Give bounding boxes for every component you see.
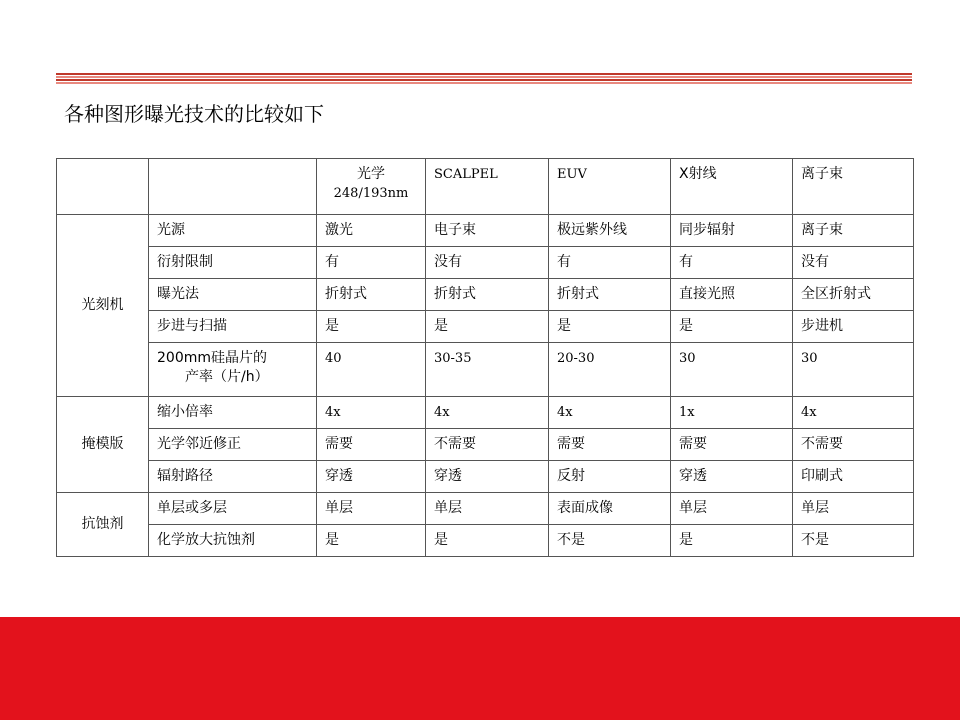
row-label: 辐射路径 [149,461,317,493]
cell-scalpel: 没有 [426,247,549,279]
row-label: 曝光法 [149,279,317,311]
cell-optical: 有 [317,247,426,279]
cell-optical: 穿透 [317,461,426,493]
table-row [57,429,914,461]
table-row [57,343,914,397]
cell-xray: 是 [671,525,793,557]
row-label: 化学放大抗蚀剂 [149,525,317,557]
cell-ion: 30 [793,343,914,397]
table-row [57,247,914,279]
cell-xray: 穿透 [671,461,793,493]
cell-ion: 印刷式 [793,461,914,493]
cell-optical: 单层 [317,493,426,525]
table-row [57,215,914,247]
cell-xray: 单层 [671,493,793,525]
cell-optical: 激光 [317,215,426,247]
cell-scalpel: 4x [426,397,549,429]
cell-optical: 是 [317,525,426,557]
row-label: 光源 [149,215,317,247]
cell-euv: 有 [549,247,671,279]
row-label: 缩小倍率 [149,397,317,429]
row-label-line2: 产率（片/h） [185,369,269,385]
header-euv: EUV [549,159,671,215]
cell-scalpel: 不需要 [426,429,549,461]
table-row [57,461,914,493]
slide-title: 各种图形曝光技术的比较如下 [64,102,324,126]
cell-euv: 折射式 [549,279,671,311]
cell-scalpel: 单层 [426,493,549,525]
row-label: 光学邻近修正 [149,429,317,461]
cell-scalpel: 电子束 [426,215,549,247]
cell-ion: 全区折射式 [793,279,914,311]
group-label-resist: 抗蚀剂 [57,493,149,557]
header-stripes [56,73,912,85]
cell-euv: 是 [549,311,671,343]
cell-ion: 单层 [793,493,914,525]
cell-euv: 需要 [549,429,671,461]
row-label: 衍射限制 [149,247,317,279]
row-label [149,343,317,397]
header-scalpel: SCALPEL [426,159,549,215]
header-optical-line2: 248/193nm [333,186,409,201]
cell-optical: 折射式 [317,279,426,311]
table-row [57,397,914,429]
cell-scalpel: 是 [426,525,549,557]
cell-optical: 40 [317,343,426,397]
cell-scalpel: 是 [426,311,549,343]
cell-ion: 不需要 [793,429,914,461]
table-row [57,525,914,557]
row-label: 步进与扫描 [149,311,317,343]
table-row [57,311,914,343]
cell-ion: 没有 [793,247,914,279]
cell-euv: 表面成像 [549,493,671,525]
header-item-cell [149,159,317,215]
cell-xray: 直接光照 [671,279,793,311]
cell-ion: 步进机 [793,311,914,343]
cell-optical: 需要 [317,429,426,461]
cell-scalpel: 穿透 [426,461,549,493]
row-label-line1: 200mm硅晶片的 [157,350,267,366]
cell-xray: 1x [671,397,793,429]
comparison-table [56,158,914,557]
cell-euv: 极远紫外线 [549,215,671,247]
cell-optical: 4x [317,397,426,429]
table-row [57,279,914,311]
cell-scalpel: 折射式 [426,279,549,311]
header-optical-line1: 光学 [357,166,385,182]
row-label: 单层或多层 [149,493,317,525]
table-row [57,493,914,525]
group-label-mask: 掩模版 [57,397,149,493]
header-corner-cell [57,159,149,215]
cell-euv: 不是 [549,525,671,557]
cell-ion: 离子束 [793,215,914,247]
cell-xray: 30 [671,343,793,397]
cell-xray: 是 [671,311,793,343]
cell-scalpel: 30-35 [426,343,549,397]
cell-ion: 4x [793,397,914,429]
cell-euv: 20-30 [549,343,671,397]
header-xray: X射线 [671,159,793,215]
footer-band [0,617,960,720]
header-ion: 离子束 [793,159,914,215]
table-header-row [57,159,914,215]
cell-xray: 有 [671,247,793,279]
header-optical [317,159,426,215]
cell-xray: 需要 [671,429,793,461]
cell-euv: 4x [549,397,671,429]
cell-ion: 不是 [793,525,914,557]
cell-euv: 反射 [549,461,671,493]
cell-xray: 同步辐射 [671,215,793,247]
group-label-litho: 光刻机 [57,215,149,397]
cell-optical: 是 [317,311,426,343]
